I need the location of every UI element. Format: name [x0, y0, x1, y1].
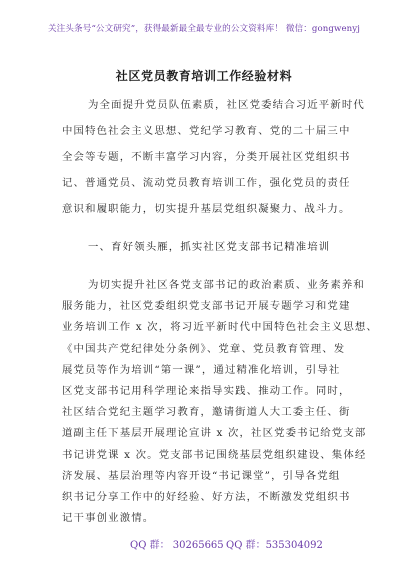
body-line: 中国特色社会主义思想、党纪学习教育、党的二十届三中	[62, 125, 351, 137]
body-line: 全会等专题，不断丰富学习内容，分类开展社区党组织书	[62, 151, 351, 163]
footer-qq-group-1: QQ 群： 30265665	[130, 540, 224, 551]
section-heading: 一、育好领头雁，抓实社区党支部书记精准培训	[88, 241, 331, 253]
body-line: 书记讲党课 x 次。党支部书记围绕基层党组织建设、集体经	[62, 448, 367, 461]
header-promo-note: 关注头条号“公文研究”，获得最新最全最专业的公文资料库！ 微信：gongwenyj	[47, 24, 361, 34]
body-line: 业务培训工作 x 次，将习近平新时代中国特色社会主义思想、	[62, 321, 378, 334]
footer-qq-group-2: QQ 群：535304092	[226, 540, 323, 551]
body-line: 济发展、基层治理等内容开设“书记课堂”，引导各党组	[62, 469, 341, 482]
footer	[0, 536, 408, 552]
body-line: 社区结合党纪主题学习教育，邀请街道人大工委主任、街	[62, 406, 351, 419]
document-title: 社区党员教育培训工作经验材料	[115, 69, 293, 83]
body-line: 织书记分享工作中的好经验、好方法，不断激发党组织书	[62, 491, 351, 503]
body-line: 为全面提升党员队伍素质，社区党委结合习近平新时代	[88, 99, 365, 111]
body-line: 区党支部书记用科学理论来指导实践、推动工作。同时，	[62, 385, 351, 397]
body-line: 服务能力，社区党委组织党支部书记开展专题学习和党建	[62, 300, 351, 313]
body-line: 《中国共产党纪律处分条例》、党章、党员教育管理、发	[62, 342, 346, 355]
body-line: 为切实提升社区各党支部书记的政治素质、业务素养和	[88, 279, 365, 291]
body-line: 展党员等作为培训“第一课”，通过精准化培训，引导社	[62, 363, 341, 376]
body-line: 记干事创业激情。	[62, 512, 155, 525]
body-line: 意识和履职能力，切实提升基层党组织凝聚力、战斗力。	[62, 203, 351, 215]
body-line: 记、普通党员、流动党员教育培训工作，强化党员的责任	[62, 177, 351, 189]
body-line: 道副主任下基层开展理论宣讲 x 次，社区党委书记给党支部	[62, 427, 367, 440]
